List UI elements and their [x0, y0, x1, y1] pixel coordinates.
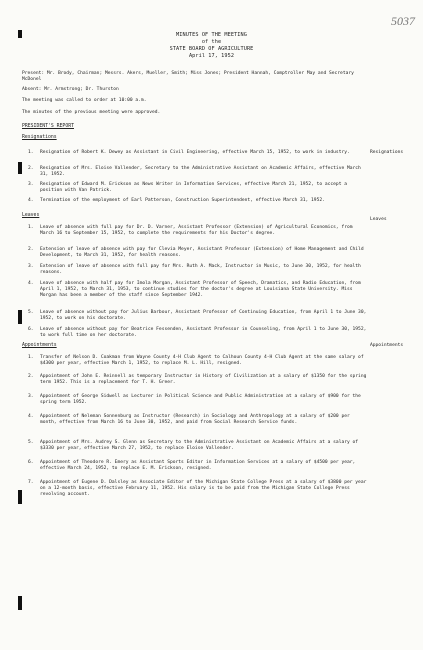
- item-number: 1.: [28, 225, 34, 230]
- item-number: 2.: [28, 374, 34, 379]
- item-text: Leave of absence with half pay for Imola Morgan, Assistant Professor of Speech, Dramatics, and Radio Education, from April 1, 1952, to March 31, 1953, to continue studies for the doctor's degree at Louisiana State University. Miss Morgan has been a member of the staff since September 1942.: [40, 281, 361, 299]
- header-date: April 17, 1952: [188, 53, 235, 59]
- item-text: Appointment of Theodore R. Emery as Assistant Sports Editor in Information Services at a salary of $4500 per year, effective March 24, 1952, to replace E. M. Erickson, resigned.: [40, 460, 356, 472]
- item-number: 3.: [28, 394, 34, 399]
- item-number: 1.: [28, 355, 34, 360]
- present-line: Present: Mr. Brody, Chairman; Messrs. Akers, Mueller, Smith; Miss Jones; President Hannah, Comptroller May and Secretary McDonel: [22, 71, 354, 83]
- presidents-report-heading: PRESIDENT'S REPORT: [22, 124, 74, 129]
- item-text: Termination of the employment of Earl Patterson, Construction Superintendent, effective March 31, 1952.: [40, 198, 325, 203]
- binder-hole-mark: [18, 490, 22, 504]
- resignations-heading: Resignations: [22, 135, 57, 140]
- item-text: Appointment of George Sidwell as Lecturer in Political Science and Public Administration at a salary of $900 for the spring term 1952.: [40, 394, 361, 406]
- called-to-order: The meeting was called to order at 10:00 a.m.: [22, 98, 147, 103]
- item-text: Extension of leave of absence with pay for Clevia Meyer, Assistant Professor (Extension) of Home Management and Child Development, to March 31, 1952, for health reasons.: [40, 247, 364, 259]
- header-of: of the: [201, 39, 222, 45]
- item-text: Leave of absence without pay for Julius Barbour, Assistant Professor of Continuing Education, from April 1 to June 30, 1952, to work on his doctorate.: [40, 310, 367, 322]
- item-number: 5.: [28, 310, 34, 315]
- item-number: 3.: [28, 264, 34, 269]
- appointments-heading: Appointments: [22, 343, 57, 348]
- item-text: Resignation of Edward M. Erickson as News Writer in Information Services, effective March 21, 1952, to accept a position with Van Patrick.: [40, 182, 347, 194]
- item-number: 6.: [28, 460, 34, 465]
- item-number: 3.: [28, 182, 34, 187]
- item-number: 1.: [28, 150, 34, 155]
- item-text: Leave of absence with full pay for Dr. D. Varner, Assistant Professor (Extension) of Agricultural Economics, from March 16 to September 15, 1952, to complete the requirements for his Doctor's degree.: [40, 225, 353, 237]
- item-number: 4.: [28, 198, 34, 203]
- item-number: 5.: [28, 440, 34, 445]
- page-number: 5037: [391, 14, 415, 28]
- document-header: [0, 32, 423, 60]
- item-text: Appointment of Neleman Sonnenburg as Instructor (Research) in Sociology and Anthropology at a salary of $200 per month, effective from March 16 to June 30, 1952, and paid from Social Research Service funds.: [40, 414, 350, 426]
- item-text: Resignation of Mrs. Eloise Vallender, Secretary to the Administrative Assistant on Academic Affairs, effective March 31, 1952.: [40, 166, 361, 178]
- item-number: 2.: [28, 166, 34, 171]
- item-text: Extension of leave of absence with full pay for Mrs. Ruth A. Mack, Instructor in Music, to June 30, 1952, for health reasons.: [40, 264, 361, 276]
- header-board: STATE BOARD OF AGRICULTURE: [169, 46, 254, 52]
- header-title: MINUTES OF THE MEETING: [176, 32, 247, 38]
- binder-hole-mark: [18, 310, 22, 324]
- resignations-margin-label: Resignations: [370, 150, 404, 155]
- leaves-margin-label: Leaves: [370, 217, 387, 222]
- item-text: Resignation of Robert K. Dewey as Assistant in Civil Engineering, effective March 15, 1952, to work in industry.: [40, 150, 350, 155]
- item-number: 2.: [28, 247, 34, 252]
- item-number: 4.: [28, 414, 34, 419]
- binder-hole-mark: [18, 162, 22, 174]
- item-text: Leave of absence without pay for Beatrice Fessenden, Assistant Professor in Counseling, from April 1 to June 30, 1952, to work full time on her doctorate.: [40, 327, 367, 339]
- item-number: 4.: [28, 281, 34, 286]
- item-text: Appointment of Mrs. Audrey S. Glenn as Secretary to the Administrative Assistant on Academic Affairs at a salary of $3330 per year, effective March 27, 1952, to replace Eloise Vallender.: [40, 440, 359, 452]
- appointments-margin-label: Appointments: [370, 343, 404, 348]
- item-text: Appointment of John E. Reinnell as temporary Instructor in History of Civilization at a salary of $1350 for the spring term 1952. This is a replacement for T. H. Greer.: [40, 374, 367, 386]
- absent-line: Absent: Mr. Armstrong; Dr. Thurston: [22, 87, 119, 92]
- leaves-heading: Leaves: [22, 213, 40, 218]
- item-text: Appointment of Eugene D. Dalsley as Associate Editor of the Michigan State College Press at a salary of $3800 per year on a 12-month basis, effective February 11, 1952. His salary is to be paid from the Michigan State College Press revolving account.: [40, 480, 367, 498]
- item-number: 6.: [28, 327, 34, 332]
- minutes-approved: The minutes of the previous meeting were approved.: [22, 110, 161, 115]
- item-number: 7.: [28, 480, 34, 485]
- item-text: Transfer of Nelson D. Coakman from Wayne County 4-H Club Agent to Calhoun County 4-H Club Agent at the same salary of $4300 per year, effective March 1, 1952, to replace M. L. Hill, resigned.: [40, 355, 364, 367]
- binder-hole-mark: [18, 596, 22, 610]
